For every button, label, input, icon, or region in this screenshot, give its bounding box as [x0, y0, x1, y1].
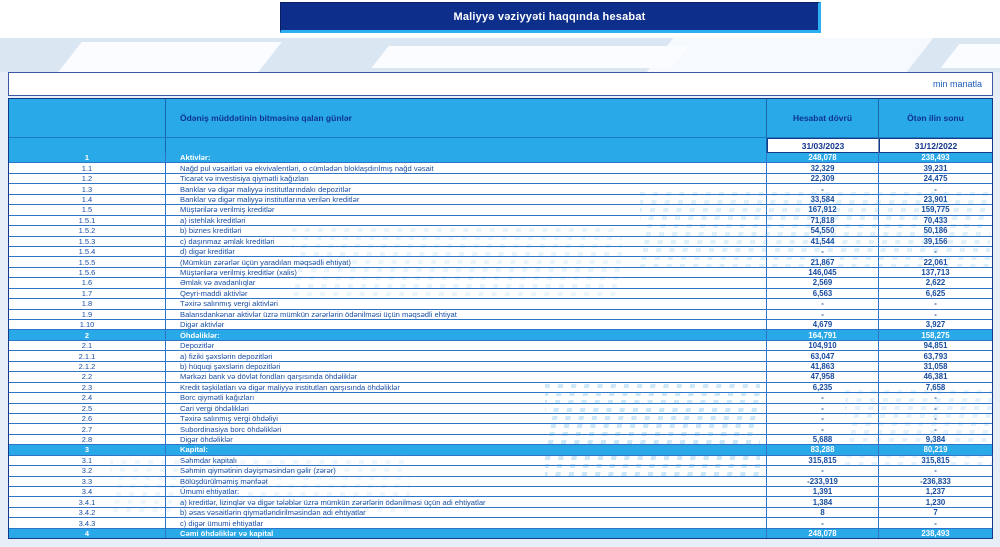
- row-value-current: 6,563: [767, 289, 879, 298]
- dates-index-cell: [9, 138, 166, 153]
- row-index: 3.3: [9, 477, 166, 486]
- row-value-previous: 6,625: [925, 288, 946, 298]
- row-value-previous: 9,384: [925, 435, 946, 445]
- row-label: Digər aktivlər: [166, 320, 767, 329]
- row-value-current: 41,863: [767, 362, 879, 371]
- row-value-current: 63,047: [767, 351, 879, 360]
- table-row: [9, 289, 992, 299]
- row-value-previous: -: [934, 184, 937, 194]
- row-index: 1.5.6: [9, 268, 166, 277]
- header-description: Ödəniş müddətinin bitməsinə qalan günlər: [166, 99, 767, 137]
- table-row: [9, 508, 992, 518]
- row-value-previous: 7: [933, 508, 938, 518]
- row-value-previous: 94,851: [923, 341, 948, 351]
- row-value-previous: -236,833: [920, 476, 951, 486]
- row-index: 1.5.4: [9, 247, 166, 256]
- row-index: 1.2: [9, 174, 166, 183]
- row-label: Bölüşdürülməmiş mənfəət: [166, 477, 767, 486]
- row-value-current: 164,791: [767, 330, 879, 339]
- table-row: [9, 424, 992, 434]
- row-index: 1.4: [9, 195, 166, 204]
- report-title-banner: [280, 2, 821, 33]
- unit-bar: [8, 72, 993, 96]
- row-index: 2: [9, 330, 166, 339]
- row-index: 3.1: [9, 456, 166, 465]
- row-value-previous: 1,230: [925, 497, 946, 507]
- table-row: [9, 205, 992, 215]
- row-value-current: -: [767, 393, 879, 402]
- row-value-current: 47,958: [767, 372, 879, 381]
- period-date: 31/03/2023: [767, 138, 879, 153]
- row-label: Kredit təşkilatları və digər maliyyə institutları qarşısında öhdəliklər: [166, 383, 767, 392]
- dates-description-cell: [166, 138, 767, 153]
- row-label: Aktivlər:: [166, 153, 767, 162]
- row-index: 2.1.2: [9, 362, 166, 371]
- row-index: 1.5.3: [9, 237, 166, 246]
- row-value-previous: -: [934, 518, 937, 528]
- row-value-previous: 238,493: [921, 153, 950, 163]
- row-value-current: 32,329: [767, 163, 879, 172]
- row-index: 1.10: [9, 320, 166, 329]
- row-index: 2.6: [9, 414, 166, 423]
- table-row: [9, 393, 992, 403]
- row-value-previous: 31,058: [923, 361, 948, 371]
- table-row: [9, 383, 992, 393]
- row-value-previous: 2,622: [925, 278, 946, 288]
- row-value-current: 4,679: [767, 320, 879, 329]
- row-value-previous: 137,713: [921, 268, 950, 278]
- row-label: Əmlak və avadanlıqlar: [166, 278, 767, 287]
- row-label: c) digər ümumi ehtiyatlar: [166, 518, 767, 527]
- row-value-current: 41,544: [767, 237, 879, 246]
- row-index: 2.4: [9, 393, 166, 402]
- row-value-previous: -: [934, 247, 937, 257]
- row-value-previous: -: [934, 403, 937, 413]
- row-value-current: -: [767, 518, 879, 527]
- row-index: 2.1: [9, 341, 166, 350]
- row-label: Müştərilərə verilmiş kreditlər: [166, 205, 767, 214]
- header-index-cell: [9, 99, 166, 137]
- table-row: [9, 435, 992, 445]
- row-value-previous: -: [934, 393, 937, 403]
- row-value-current: 146,045: [767, 268, 879, 277]
- unit-label: min manatla: [932, 79, 982, 89]
- table-row: [9, 445, 992, 455]
- table-row: [9, 477, 992, 487]
- table-row: [9, 237, 992, 247]
- row-index: 2.1.1: [9, 351, 166, 360]
- row-value-current: 167,912: [767, 205, 879, 214]
- row-value-previous: 315,815: [921, 455, 950, 465]
- watermark-shape: [941, 44, 1000, 68]
- table-row: [9, 456, 992, 466]
- row-value-current: -: [767, 310, 879, 319]
- row-index: 2.2: [9, 372, 166, 381]
- row-label: b) biznes kreditləri: [166, 226, 767, 235]
- table-body: [9, 153, 992, 538]
- table-row: [9, 216, 992, 226]
- row-value-previous: 39,156: [923, 236, 948, 246]
- row-index: 1.5.2: [9, 226, 166, 235]
- table-row: [9, 299, 992, 309]
- row-label: Cəmi öhdəliklər və kapital: [166, 529, 767, 538]
- row-value-current: 83,288: [767, 445, 879, 454]
- row-index: 1.7: [9, 289, 166, 298]
- table-row: [9, 310, 992, 320]
- report-title: Maliyyə vəziyyəti haqqında hesabat: [453, 10, 646, 23]
- row-index: 1.5: [9, 205, 166, 214]
- row-value-current: 54,550: [767, 226, 879, 235]
- table-row: [9, 278, 992, 288]
- row-label: Kapital:: [166, 445, 767, 454]
- row-label: b) hüquqi şəxslərin depozitləri: [166, 362, 767, 371]
- row-label: Müştərilərə verilmiş kreditlər (xalis): [166, 268, 767, 277]
- row-label: Qeyri-maddi aktivlər: [166, 289, 767, 298]
- row-value-current: 71,818: [767, 216, 879, 225]
- table-row: [9, 320, 992, 330]
- row-value-previous: -: [934, 414, 937, 424]
- row-value-previous: 3,927: [925, 320, 946, 330]
- row-value-previous: -: [934, 466, 937, 476]
- table-row: [9, 163, 992, 173]
- watermark-shape: [58, 42, 281, 72]
- row-index: 4: [9, 529, 166, 538]
- row-index: 1.1: [9, 163, 166, 172]
- row-label: a) fiziki şəxslərin depozitləri: [166, 351, 767, 360]
- row-label: Nağd pul vəsaitləri və ekvivalentləri, o cümlədən bloklaşdırılmış nağd vəsait: [166, 163, 767, 172]
- row-index: 1.3: [9, 184, 166, 193]
- row-label: Balansdankənar aktivlər üzrə mümkün zərərlərin ödənilməsi üçün məqsədli ehtiyat: [166, 310, 767, 319]
- row-value-current: -: [767, 247, 879, 256]
- table-row: [9, 184, 992, 194]
- row-value-current: 1,391: [767, 487, 879, 496]
- table-dates-row: [9, 137, 992, 153]
- row-label: Təxirə salınmış vergi aktivləri: [166, 299, 767, 308]
- row-value-previous: 80,219: [923, 445, 948, 455]
- row-index: 1: [9, 153, 166, 162]
- row-value-current: 248,078: [767, 153, 879, 162]
- table-row: [9, 268, 992, 278]
- row-label: b) əsas vəsaitlərin qiymətləndirilməsindən adi ehtiyatlar: [166, 508, 767, 517]
- row-label: a) kreditlər, lizinqlər və digər tələblər üzrə mümkün zərərlərin ödənilməsi üçün adi ehtiyatlar: [166, 497, 767, 506]
- row-label: Ümumi ehtiyatlar:: [166, 487, 767, 496]
- row-index: 3: [9, 445, 166, 454]
- row-value-previous: 159,775: [921, 205, 950, 215]
- financial-table: [8, 98, 993, 539]
- row-index: 2.8: [9, 435, 166, 444]
- row-value-current: -: [767, 466, 879, 475]
- row-value-current: -233,919: [767, 477, 879, 486]
- row-value-current: 2,569: [767, 278, 879, 287]
- row-index: 3.4.2: [9, 508, 166, 517]
- row-value-current: 1,384: [767, 497, 879, 506]
- row-value-previous: 7,658: [925, 382, 946, 392]
- row-value-current: 8: [767, 508, 879, 517]
- row-value-previous: 63,793: [923, 351, 948, 361]
- row-value-previous: 22,061: [923, 257, 948, 267]
- row-label: Banklar və digər maliyyə institutlarındakı depozitlər: [166, 184, 767, 193]
- row-value-previous: 50,186: [923, 226, 948, 236]
- row-value-current: -: [767, 414, 879, 423]
- watermark-shape: [647, 38, 934, 72]
- table-row: [9, 257, 992, 267]
- table-row: [9, 414, 992, 424]
- row-value-previous: 238,493: [921, 528, 950, 538]
- row-label: Cari vergi öhdəlikləri: [166, 404, 767, 413]
- table-row: [9, 372, 992, 382]
- row-label: Səhmdar kapitalı: [166, 456, 767, 465]
- row-label: Ticarət və investisiya qiymətli kağızları: [166, 174, 767, 183]
- table-row: [9, 362, 992, 372]
- row-label: a) istehlak kreditləri: [166, 216, 767, 225]
- table-row: [9, 497, 992, 507]
- table-row: [9, 174, 992, 184]
- row-index: 1.5.1: [9, 216, 166, 225]
- row-value-current: 315,815: [767, 456, 879, 465]
- table-row: [9, 518, 992, 528]
- row-label: Banklar və digər maliyyə institutlarına verilən kreditlər: [166, 195, 767, 204]
- row-index: 3.2: [9, 466, 166, 475]
- row-value-current: 21,867: [767, 257, 879, 266]
- row-value-current: 5,688: [767, 435, 879, 444]
- row-index: 2.7: [9, 424, 166, 433]
- row-value-previous: 23,901: [923, 194, 948, 204]
- row-value-current: -: [767, 424, 879, 433]
- row-value-previous: -: [934, 424, 937, 434]
- table-header-row: [9, 99, 992, 137]
- row-label: c) daşınmaz əmlak kreditləri: [166, 237, 767, 246]
- table-row: [9, 466, 992, 476]
- row-index: 3.4: [9, 487, 166, 496]
- watermark-band: [0, 38, 1000, 72]
- table-row: [9, 487, 992, 497]
- row-label: Təxirə salınmış vergi öhdəliyi: [166, 414, 767, 423]
- table-row: [9, 404, 992, 414]
- row-value-previous: 1,237: [925, 487, 946, 497]
- row-value-current: -: [767, 299, 879, 308]
- header-period-column: Hesabat dövrü: [767, 99, 879, 137]
- row-value-previous: 70,433: [923, 215, 948, 225]
- row-index: 2.5: [9, 404, 166, 413]
- row-index: 3.4.3: [9, 518, 166, 527]
- table-row: [9, 529, 992, 538]
- row-index: 1.9: [9, 310, 166, 319]
- row-label: Borc qiymətli kağızları: [166, 393, 767, 402]
- table-row: [9, 195, 992, 205]
- row-value-current: -: [767, 184, 879, 193]
- table-row: [9, 247, 992, 257]
- row-value-current: 248,078: [767, 529, 879, 538]
- row-index: 1.8: [9, 299, 166, 308]
- row-index: 1.5.5: [9, 257, 166, 266]
- table-row: [9, 226, 992, 236]
- row-value-current: -: [767, 404, 879, 413]
- row-label: (Mümkün zərərlər üçün yaradılan məqsədli ehtiyat): [166, 257, 767, 266]
- table-row: [9, 341, 992, 351]
- row-index: 3.4.1: [9, 497, 166, 506]
- row-value-previous: 46,381: [923, 372, 948, 382]
- row-value-previous: 158,275: [921, 330, 950, 340]
- row-label: Depozitlər: [166, 341, 767, 350]
- row-value-previous: 24,475: [923, 174, 948, 184]
- row-value-current: 6,235: [767, 383, 879, 392]
- row-index: 1.6: [9, 278, 166, 287]
- row-value-previous: -: [934, 309, 937, 319]
- row-label: Digər öhdəliklər: [166, 435, 767, 444]
- watermark-shape: [371, 46, 688, 68]
- row-value-current: 33,584: [767, 195, 879, 204]
- table-row: [9, 330, 992, 340]
- row-value-current: 104,910: [767, 341, 879, 350]
- row-label: Subordinasiya borc öhdəlikləri: [166, 424, 767, 433]
- row-value-current: 22,309: [767, 174, 879, 183]
- row-label: Mərkəzi bank və dövlət fondları qarşısında öhdəliklər: [166, 372, 767, 381]
- table-row: [9, 351, 992, 361]
- header-previous-column: Ötən ilin sonu: [907, 113, 964, 123]
- row-value-previous: -: [934, 299, 937, 309]
- row-label: Öhdəliklər:: [166, 330, 767, 339]
- row-label: Səhmin qiymətinin dəyişməsindən gəlir (zərər): [166, 466, 767, 475]
- row-index: 2.3: [9, 383, 166, 392]
- row-value-previous: 39,231: [923, 163, 948, 173]
- previous-date: 31/12/2022: [879, 138, 992, 153]
- row-label: d) digər kreditlər: [166, 247, 767, 256]
- table-row: [9, 153, 992, 163]
